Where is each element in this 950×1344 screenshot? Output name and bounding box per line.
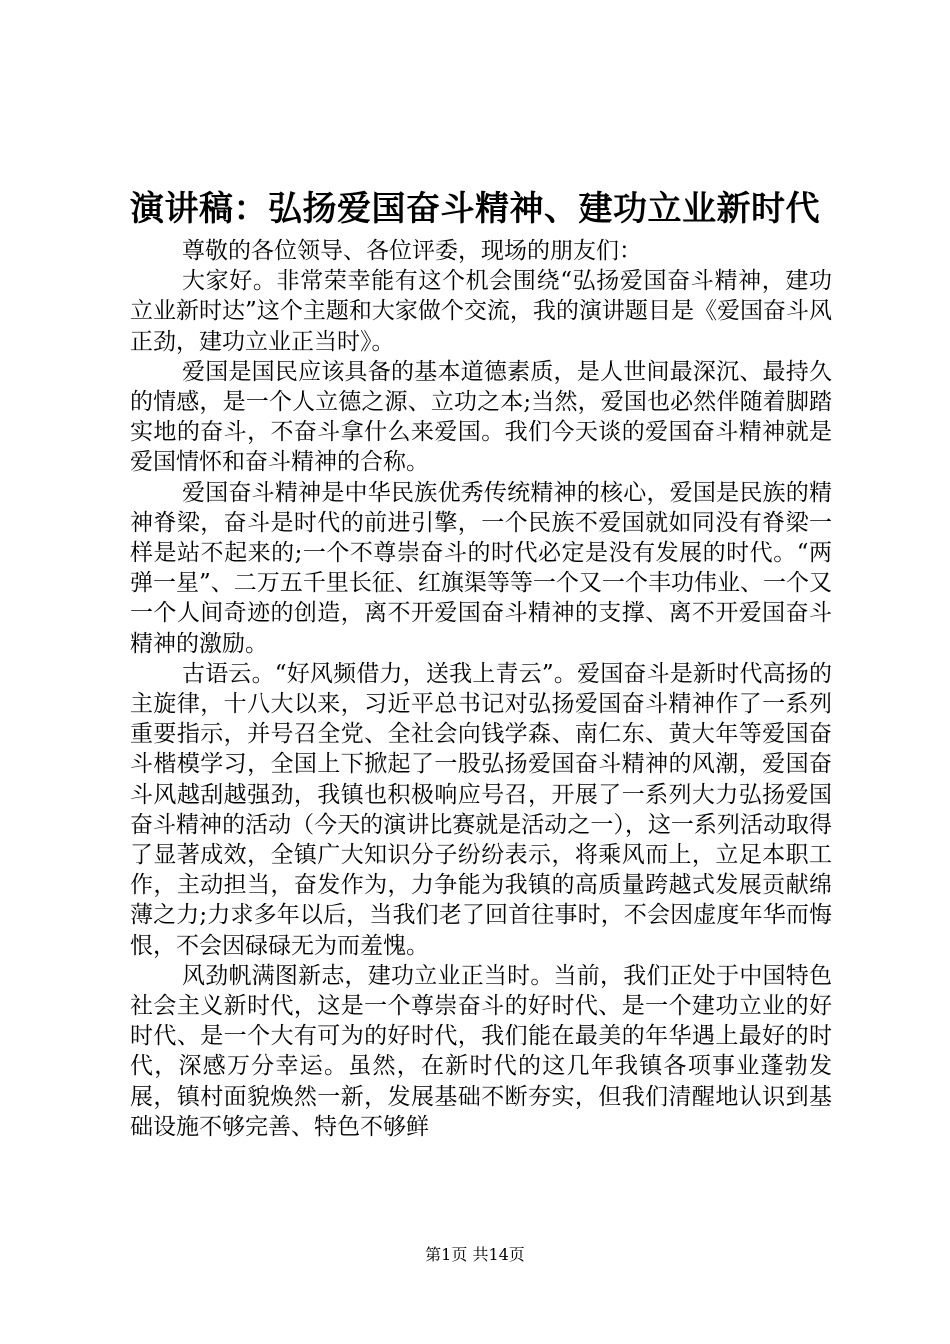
- body-paragraph: 风劲帆满图新志，建功立业正当时。当前，我们正处于中国特色社会主义新时代，这是一个尊崇奋斗的好时代、是一个建功立业的好时代、是一个大有可为的好时代，我们能在最美的年华遇上最好的时代，深感万分幸运。虽然，在新时代的这几年我镇各项事业蓬勃发展，镇村面貌焕然一新，发展基础不断夯实，但我们清醒地认识到基础设施不够完善、特色不够鲜: [130, 962, 832, 1140]
- body-paragraph: 古语云。“好风频借力，送我上青云”。爱国奋斗是新时代高扬的主旋律，十八大以来，习近平总书记对弘扬爱国奋斗精神作了一系列重要指示，并号召全党、全社会向钱学森、南仁东、黄大年等爱国奋斗楷模学习，全国上下掀起了一股弘扬爱国奋斗精神的风潮，爱国奋斗风越刮越强劲，我镇也积极响应号召，开展了一系列大力弘扬爱国奋斗精神的活动（今天的演讲比赛就是活动之一），这一系列活动取得了显著成效，全镇广大知识分子纷纷表示，将乘风而上，立足本职工作，主动担当，奋发作为，力争能为我镇的高质量跨越式发展贡献绵薄之力;力求多年以后，当我们老了回首往事时，不会因虚度年华而悔恨，不会因碌碌无为而羞愧。: [130, 660, 832, 959]
- page-number-footer: 第1页 共14页: [425, 1245, 525, 1264]
- body-paragraph: 爱国奋斗精神是中华民族优秀传统精神的核心，爱国是民族的精神脊梁，奋斗是时代的前进引擎，一个民族不爱国就如同没有脊梁一样是站不起来的;一个不尊崇奋斗的时代必定是没有发展的时代。“两弹一星”、二万五千里长征、红旗渠等等一个又一个丰功伟业、一个又一个人间奇迹的创造，离不开爱国奋斗精神的支撑、离不开爱国奋斗精神的激励。: [130, 479, 832, 657]
- body-paragraph: 大家好。非常荣幸能有这个机会围绕“弘扬爱国奋斗精神，建功立业新时达”这个主题和大家做个交流，我的演讲题目是《爱国奋斗风正劲，建功立业正当时》。: [130, 268, 832, 355]
- document-body: [130, 236, 832, 1142]
- document-title: 演讲稿：弘扬爱国奋斗精神、建功立业新时代: [130, 189, 820, 229]
- salutation-paragraph: 尊敬的各位领导、各位评委，现场的朋友们：: [182, 238, 642, 264]
- body-paragraph: 爱国是国民应该具备的基本道德素质，是人世间最深沉、最持久的情感，是一个人立德之源、立功之本;当然，爱国也必然伴随着脚踏实地的奋斗，不奋斗拿什么来爱国。我们今天谈的爱国奋斗精神就是爱国情怀和奋斗精神的合称。: [130, 358, 832, 476]
